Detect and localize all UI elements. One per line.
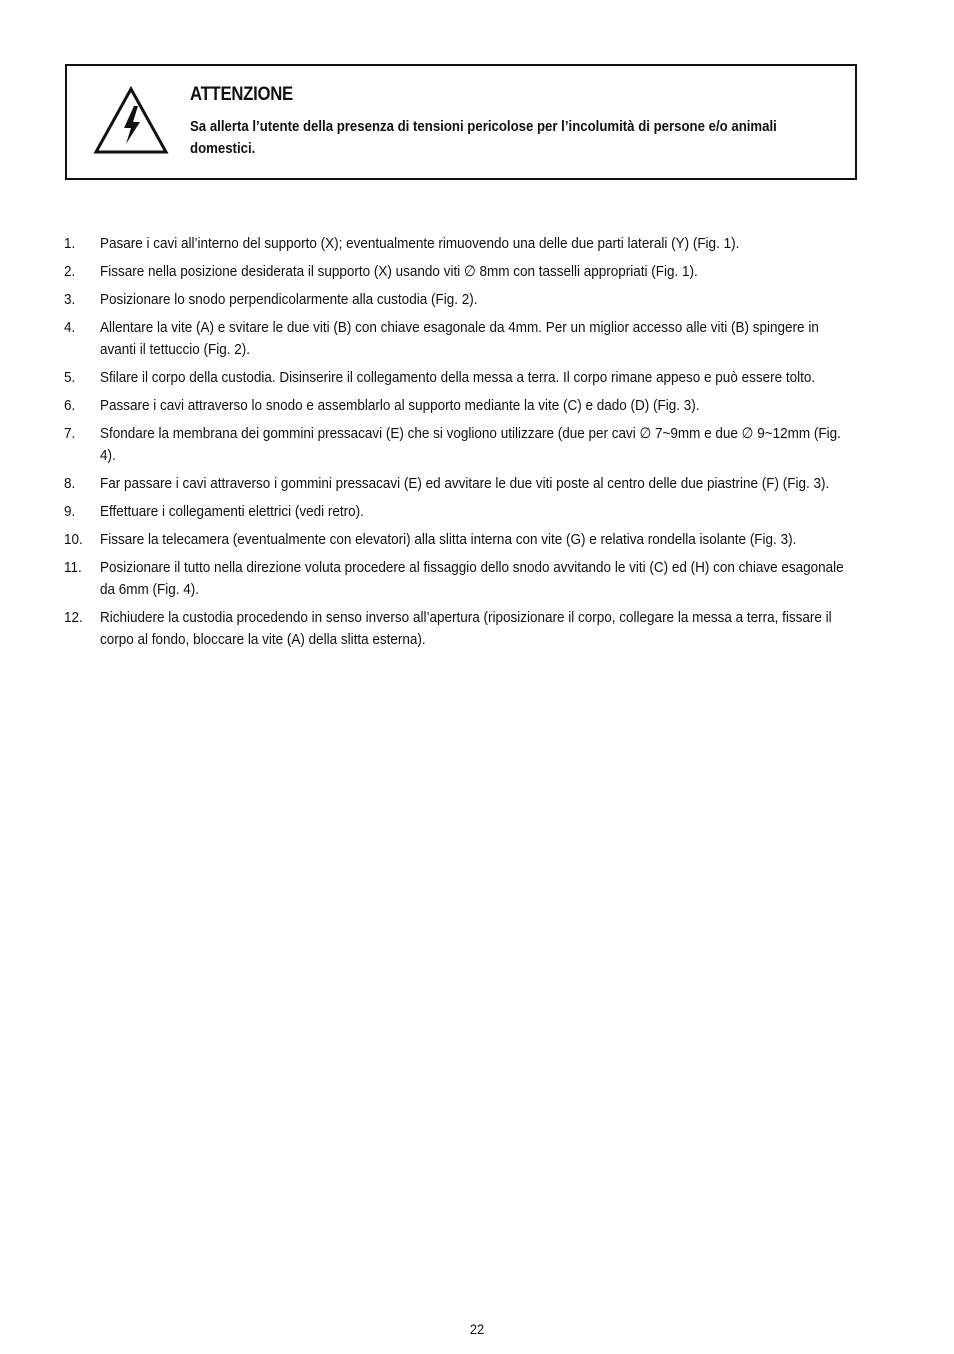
list-item xyxy=(0,557,954,601)
list-item xyxy=(0,473,954,495)
list-item xyxy=(0,501,954,523)
list-item xyxy=(0,317,954,361)
step-text: Effettuare i collegamenti elettrici (vedi retro). xyxy=(100,503,364,520)
step-text: Sfilare il corpo della custodia. Disinserire il collegamento della messa a terra. Il corpo rimane appeso e può essere tolto. xyxy=(100,369,816,386)
instruction-steps xyxy=(0,233,954,657)
step-text: Posizionare il tutto nella direzione voluta procedere al fissaggio dello snodo avvitando le viti (C) ed (H) con chiave esagonale da 6mm (Fig. 4). xyxy=(100,559,844,598)
list-item xyxy=(0,529,954,551)
warning-text: Sa allerta l’utente della presenza di tensioni pericolose per l’incolumità di persone e/o animali domestici. xyxy=(190,118,777,157)
step-text: Passare i cavi attraverso lo snodo e assemblarlo al supporto mediante la vite (C) e dado (D) (Fig. 3). xyxy=(100,397,700,414)
page-number: 22 xyxy=(469,1321,485,1337)
list-item xyxy=(0,261,954,283)
step-text: Pasare i cavi all’interno del supporto (X); eventualmente rimuovendo una delle due parti laterali (Y) (Fig. 1). xyxy=(100,235,740,252)
step-number: 9. xyxy=(64,503,76,520)
step-number: 12. xyxy=(64,609,83,626)
step-text: Posizionare lo snodo perpendicolarmente alla custodia (Fig. 2). xyxy=(100,291,478,308)
step-number: 1. xyxy=(64,235,76,252)
list-item xyxy=(0,289,954,311)
step-text: Far passare i cavi attraverso i gommini pressacavi (E) ed avvitare le due viti poste al centro delle due piastrine (F) (Fig. 3). xyxy=(100,475,830,492)
step-number: 5. xyxy=(64,369,76,386)
warning-box xyxy=(65,64,857,180)
step-number: 2. xyxy=(64,263,76,280)
warning-title: ATTENZIONE xyxy=(190,84,293,105)
high-voltage-warning-icon xyxy=(93,86,169,156)
step-number: 4. xyxy=(64,319,76,336)
list-item xyxy=(0,367,954,389)
step-text: Sfondare la membrana dei gommini pressacavi (E) che si vogliono utilizzare (due per cavi ∅ 7~9mm e due ∅ 9~12mm (Fig. 4). xyxy=(100,425,841,464)
list-item xyxy=(0,607,954,651)
list-item xyxy=(0,233,954,255)
list-item xyxy=(0,395,954,417)
step-text: Fissare la telecamera (eventualmente con elevatori) alla slitta interna con vite (G) e relativa rondella isolante (Fig. 3). xyxy=(100,531,797,548)
step-number: 10. xyxy=(64,531,83,548)
step-text: Allentare la vite (A) e svitare le due viti (B) con chiave esagonale da 4mm. Per un miglior accesso alle viti (B) spingere in avanti il tettuccio (Fig. 2). xyxy=(100,319,819,358)
step-number: 3. xyxy=(64,291,76,308)
step-number: 11. xyxy=(64,559,82,576)
step-text: Fissare nella posizione desiderata il supporto (X) usando viti ∅ 8mm con tasselli appropriati (Fig. 1). xyxy=(100,263,698,280)
step-number: 7. xyxy=(64,425,76,442)
list-item xyxy=(0,423,954,467)
step-text: Richiudere la custodia procedendo in senso inverso all’apertura (riposizionare il corpo, collegare la messa a terra, fissare il corpo al fondo, bloccare la vite (A) della slitta esterna). xyxy=(100,609,832,648)
step-number: 8. xyxy=(64,475,76,492)
step-number: 6. xyxy=(64,397,76,414)
